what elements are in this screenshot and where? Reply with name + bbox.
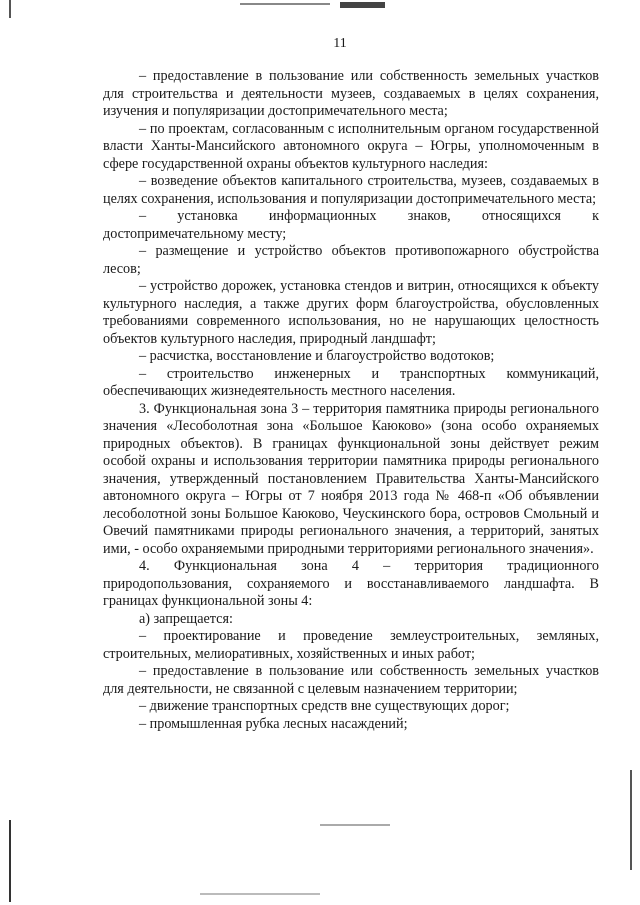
paragraph: – размещение и устройство объектов противопожарного обустройства лесов; [103,243,599,277]
paragraph: – по проектам, согласованным с исполнительным органом государственной власти Ханты-Мансийского автономного округа – Югры, уполномоченным в сфере государственной охраны объектов культурного наследия: [103,120,599,172]
scan-artifact-footer [200,893,320,895]
paragraph: – расчистка, восстановление и благоустройство водотоков; [139,348,495,364]
paragraph: 3. Функциональная зона 3 – территория памятника природы регионального значения «Лесоболотная зона «Большое Каюково» (зона особо охраняемых природных объектов). В границах функциональной зоны действует режим особой охраны и использования территории памятника природы регионального значения, утвержденный постановлением Правительства Ханты-Мансийского автономного округа – Югры от 7 ноября 2013 года № 468-п «Об объявлении лесоболотной зоны Большое Каюково, Чеускинского бора, островов Смольный и Овечий памятниками природы регионального значения, а территорий, занятых ими, - особо охраняемыми природными территориями регионального значения». [103,400,599,557]
paragraph: а) запрещается: [139,610,233,627]
paragraph: – установка информационных знаков, относящихся к достопримечательному месту; [103,208,599,242]
paragraph: – устройство дорожек, установка стендов и витрин, относящихся к объекту культурного наследия, а также других форм благоустройства, обусловленных требованиями современного использования, но не нарушающих целостность объектов культурного наследия, природный ландшафт; [103,278,599,347]
scan-artifact-top [240,3,330,5]
scan-artifact-bottom [320,824,390,826]
paragraph: – предоставление в пользование или собственность земельных участков для деятельности, не связанной с целевым назначением территории; [103,663,599,697]
scan-margin-line-right [630,770,632,870]
paragraph: – строительство инженерных и транспортных коммуникаций, обеспечивающих жизнедеятельность местного населения. [103,365,599,399]
scan-margin-line-top [9,0,11,18]
scan-artifact-top-right [340,2,385,8]
paragraph: 4. Функциональная зона 4 – территория традиционного природопользования, сохраняемого и восстанавливаемого ландшафта. В границах функциональной зоны 4: [103,558,599,609]
document-body [103,68,599,733]
page-number: 11 [333,36,347,51]
paragraph: – промышленная рубка лесных насаждений; [139,715,408,732]
paragraph: – проектирование и проведение землеустроительных, земляных, строительных, мелиоративных, хозяйственных и иных работ; [103,628,599,662]
scan-margin-line-left [9,820,11,902]
paragraph: – предоставление в пользование или собственность земельных участков для строительства и деятельности музеев, создаваемых в целях сохранения, изучения и популяризации достопримечательного места; [103,68,599,119]
paragraph: – возведение объектов капитального строительства, музеев, создаваемых в целях сохранения, использования и популяризации достопримечательного места; [103,173,599,207]
paragraph: – движение транспортных средств вне существующих дорог; [139,698,510,714]
